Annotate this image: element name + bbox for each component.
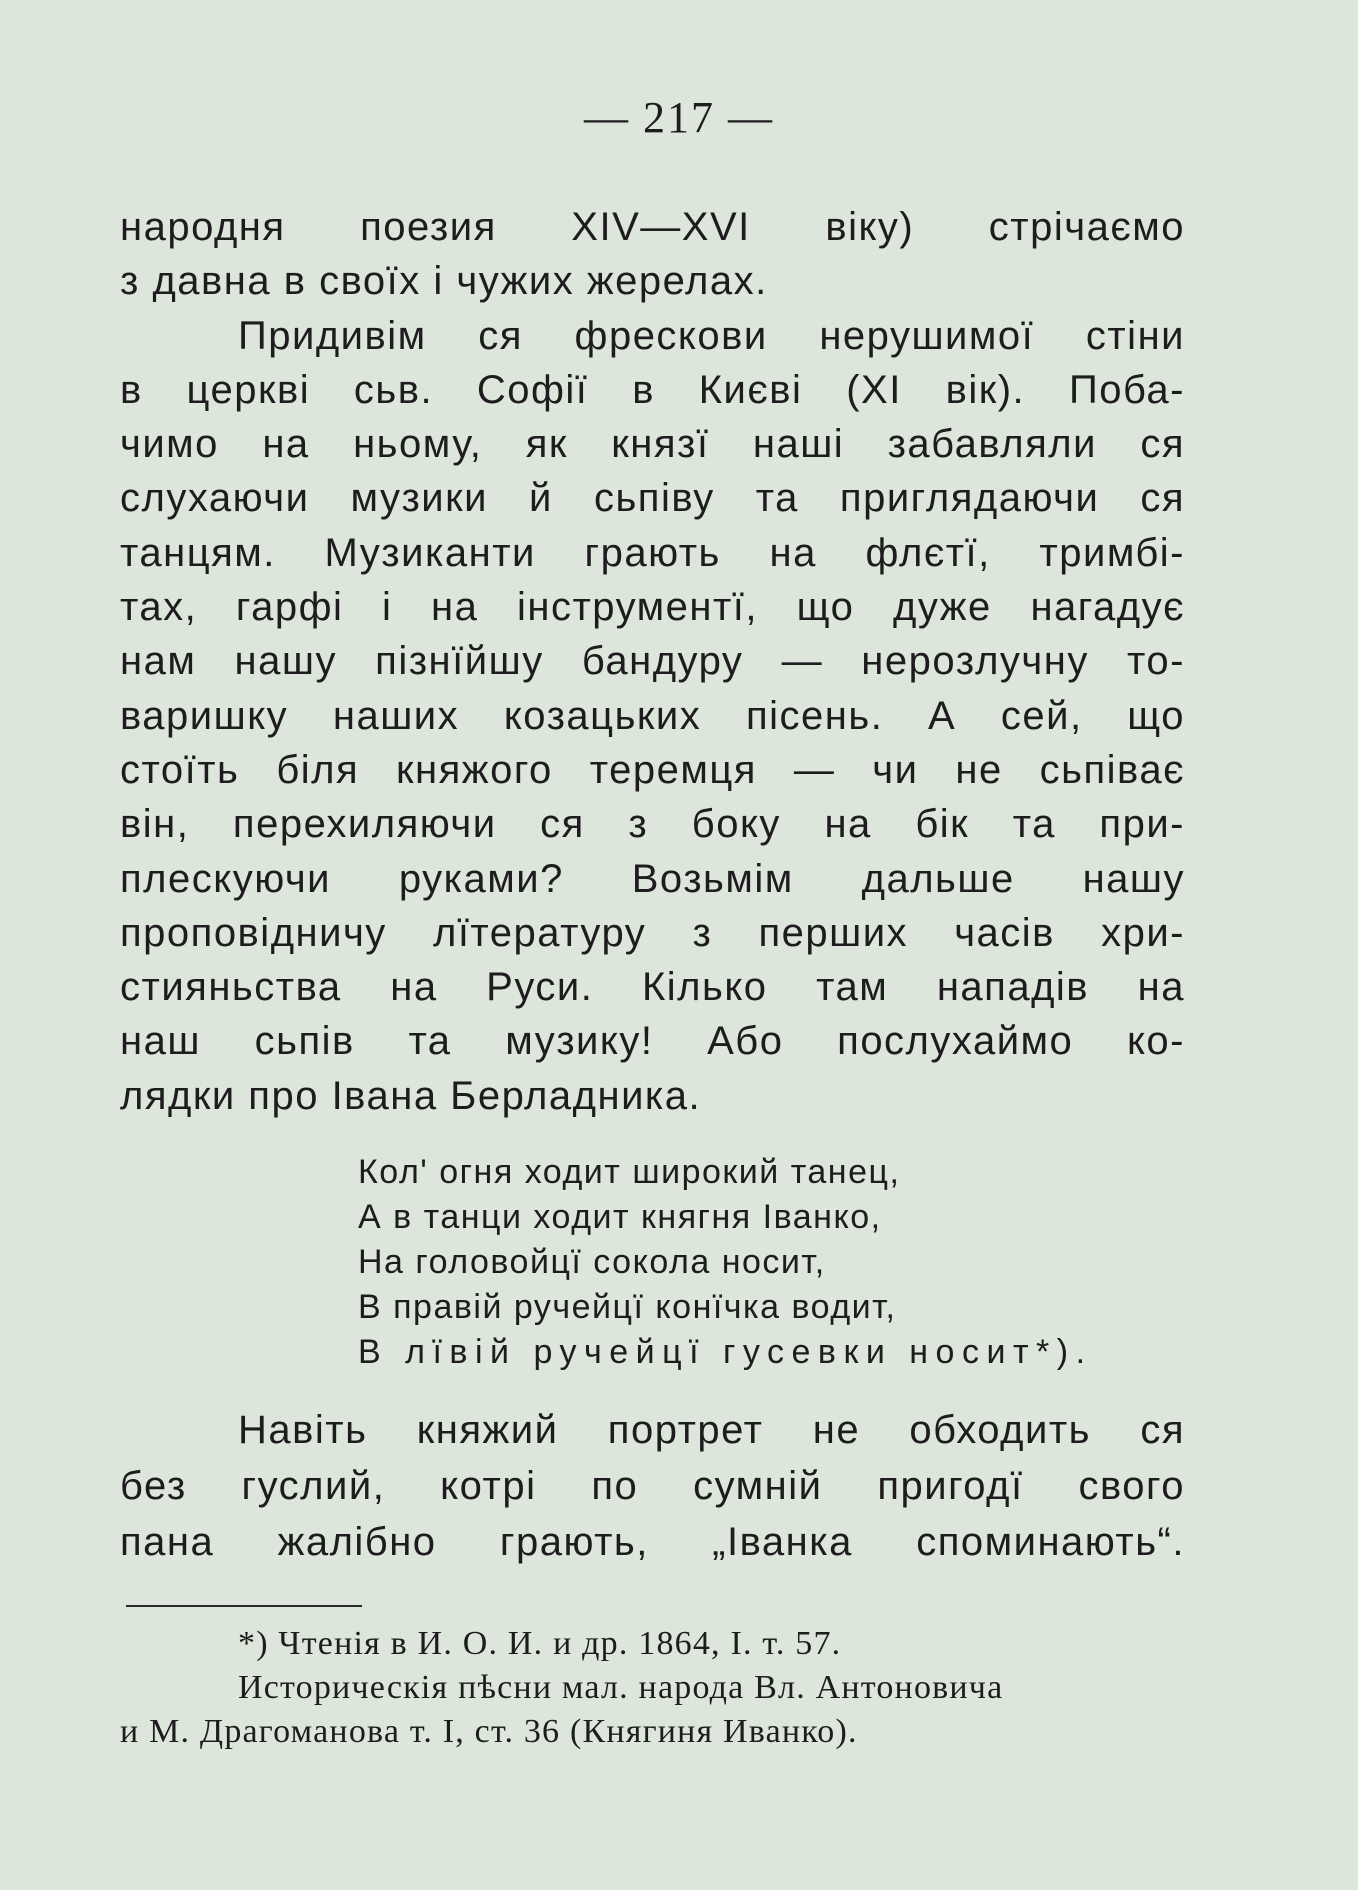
text-line: пана жалібно грають, „Іванка споминають“.	[120, 1520, 1185, 1564]
poem-verse: На головойцї сокола носит,	[358, 1243, 826, 1281]
text-line: варишку наших козацьких пісень. А сей, що	[120, 693, 1185, 738]
text-line: проповідничу лїтературу з перших часів хри-	[120, 910, 1185, 955]
footnote-line: Историческія пѣсни мал. народа Вл. Антоновича	[238, 1669, 1004, 1706]
footnote-line: и М. Драгоманова т. I, ст. 36 (Княгиня Иванко).	[120, 1713, 858, 1750]
footnote-line: *) Чтенія в И. О. И. и др. 1864, I. т. 57.	[238, 1625, 842, 1662]
poem-verse: А в танци ходит княгня Іванко,	[358, 1198, 882, 1236]
main-text	[120, 200, 1185, 1123]
text-line: плескуючи руками? Возьмім дальше нашу	[120, 856, 1185, 901]
text-line: Навіть княжий портрет не обходить ся	[238, 1408, 1185, 1452]
poem-verse: В правій ручейцї конїчка водит,	[358, 1288, 897, 1326]
text-line: чимо на ньому, як князї наші забавляли ся	[120, 422, 1185, 467]
text-line: без гуслий, котрі по сумній пригодї свого	[120, 1464, 1185, 1508]
text-line: наш сьпів та музику! Або послухаймо ко-	[120, 1019, 1185, 1064]
text-line: народня поезия XIV—XVI віку) стрічаємо	[120, 205, 1185, 249]
poem-verse: Кол' огня ходит широкий танец,	[358, 1153, 901, 1191]
text-line: лядки про Івана Берладника.	[120, 1073, 702, 1118]
text-line: з давна в своїх і чужих жерелах.	[120, 259, 768, 304]
text-line: стоїть біля княжого теремця — чи не сьпіває	[120, 747, 1185, 792]
text-line: тах, гарфі і на інструментї, що дуже нагадує	[120, 585, 1185, 630]
text-line: він, перехиляючи ся з боку на бік та при-	[120, 802, 1185, 847]
page-number: — 217 —	[584, 93, 774, 142]
closing-paragraph	[120, 1402, 1185, 1570]
footnote-divider	[126, 1605, 362, 1607]
text-line: нам нашу пізнїйшу бандуру — нерозлучну то-	[120, 639, 1185, 684]
poem-verse: В лївій ручейцї гусевки носит*).	[358, 1333, 1093, 1371]
text-line: стияньства на Руси. Кілько там нападів на	[120, 965, 1185, 1010]
text-line: в церкві сьв. Софії в Києві (XI вік). Поба-	[120, 367, 1185, 412]
text-line: танцям. Музиканти грають на флєтї, тримбі-	[120, 530, 1185, 575]
text-line: Придивім ся фрескови нерушимої стіни	[238, 313, 1185, 358]
footnotes	[120, 1622, 1190, 1754]
text-line: слухаючи музики й сьпіву та приглядаючи ся	[120, 476, 1185, 521]
poem-block	[358, 1150, 1093, 1375]
